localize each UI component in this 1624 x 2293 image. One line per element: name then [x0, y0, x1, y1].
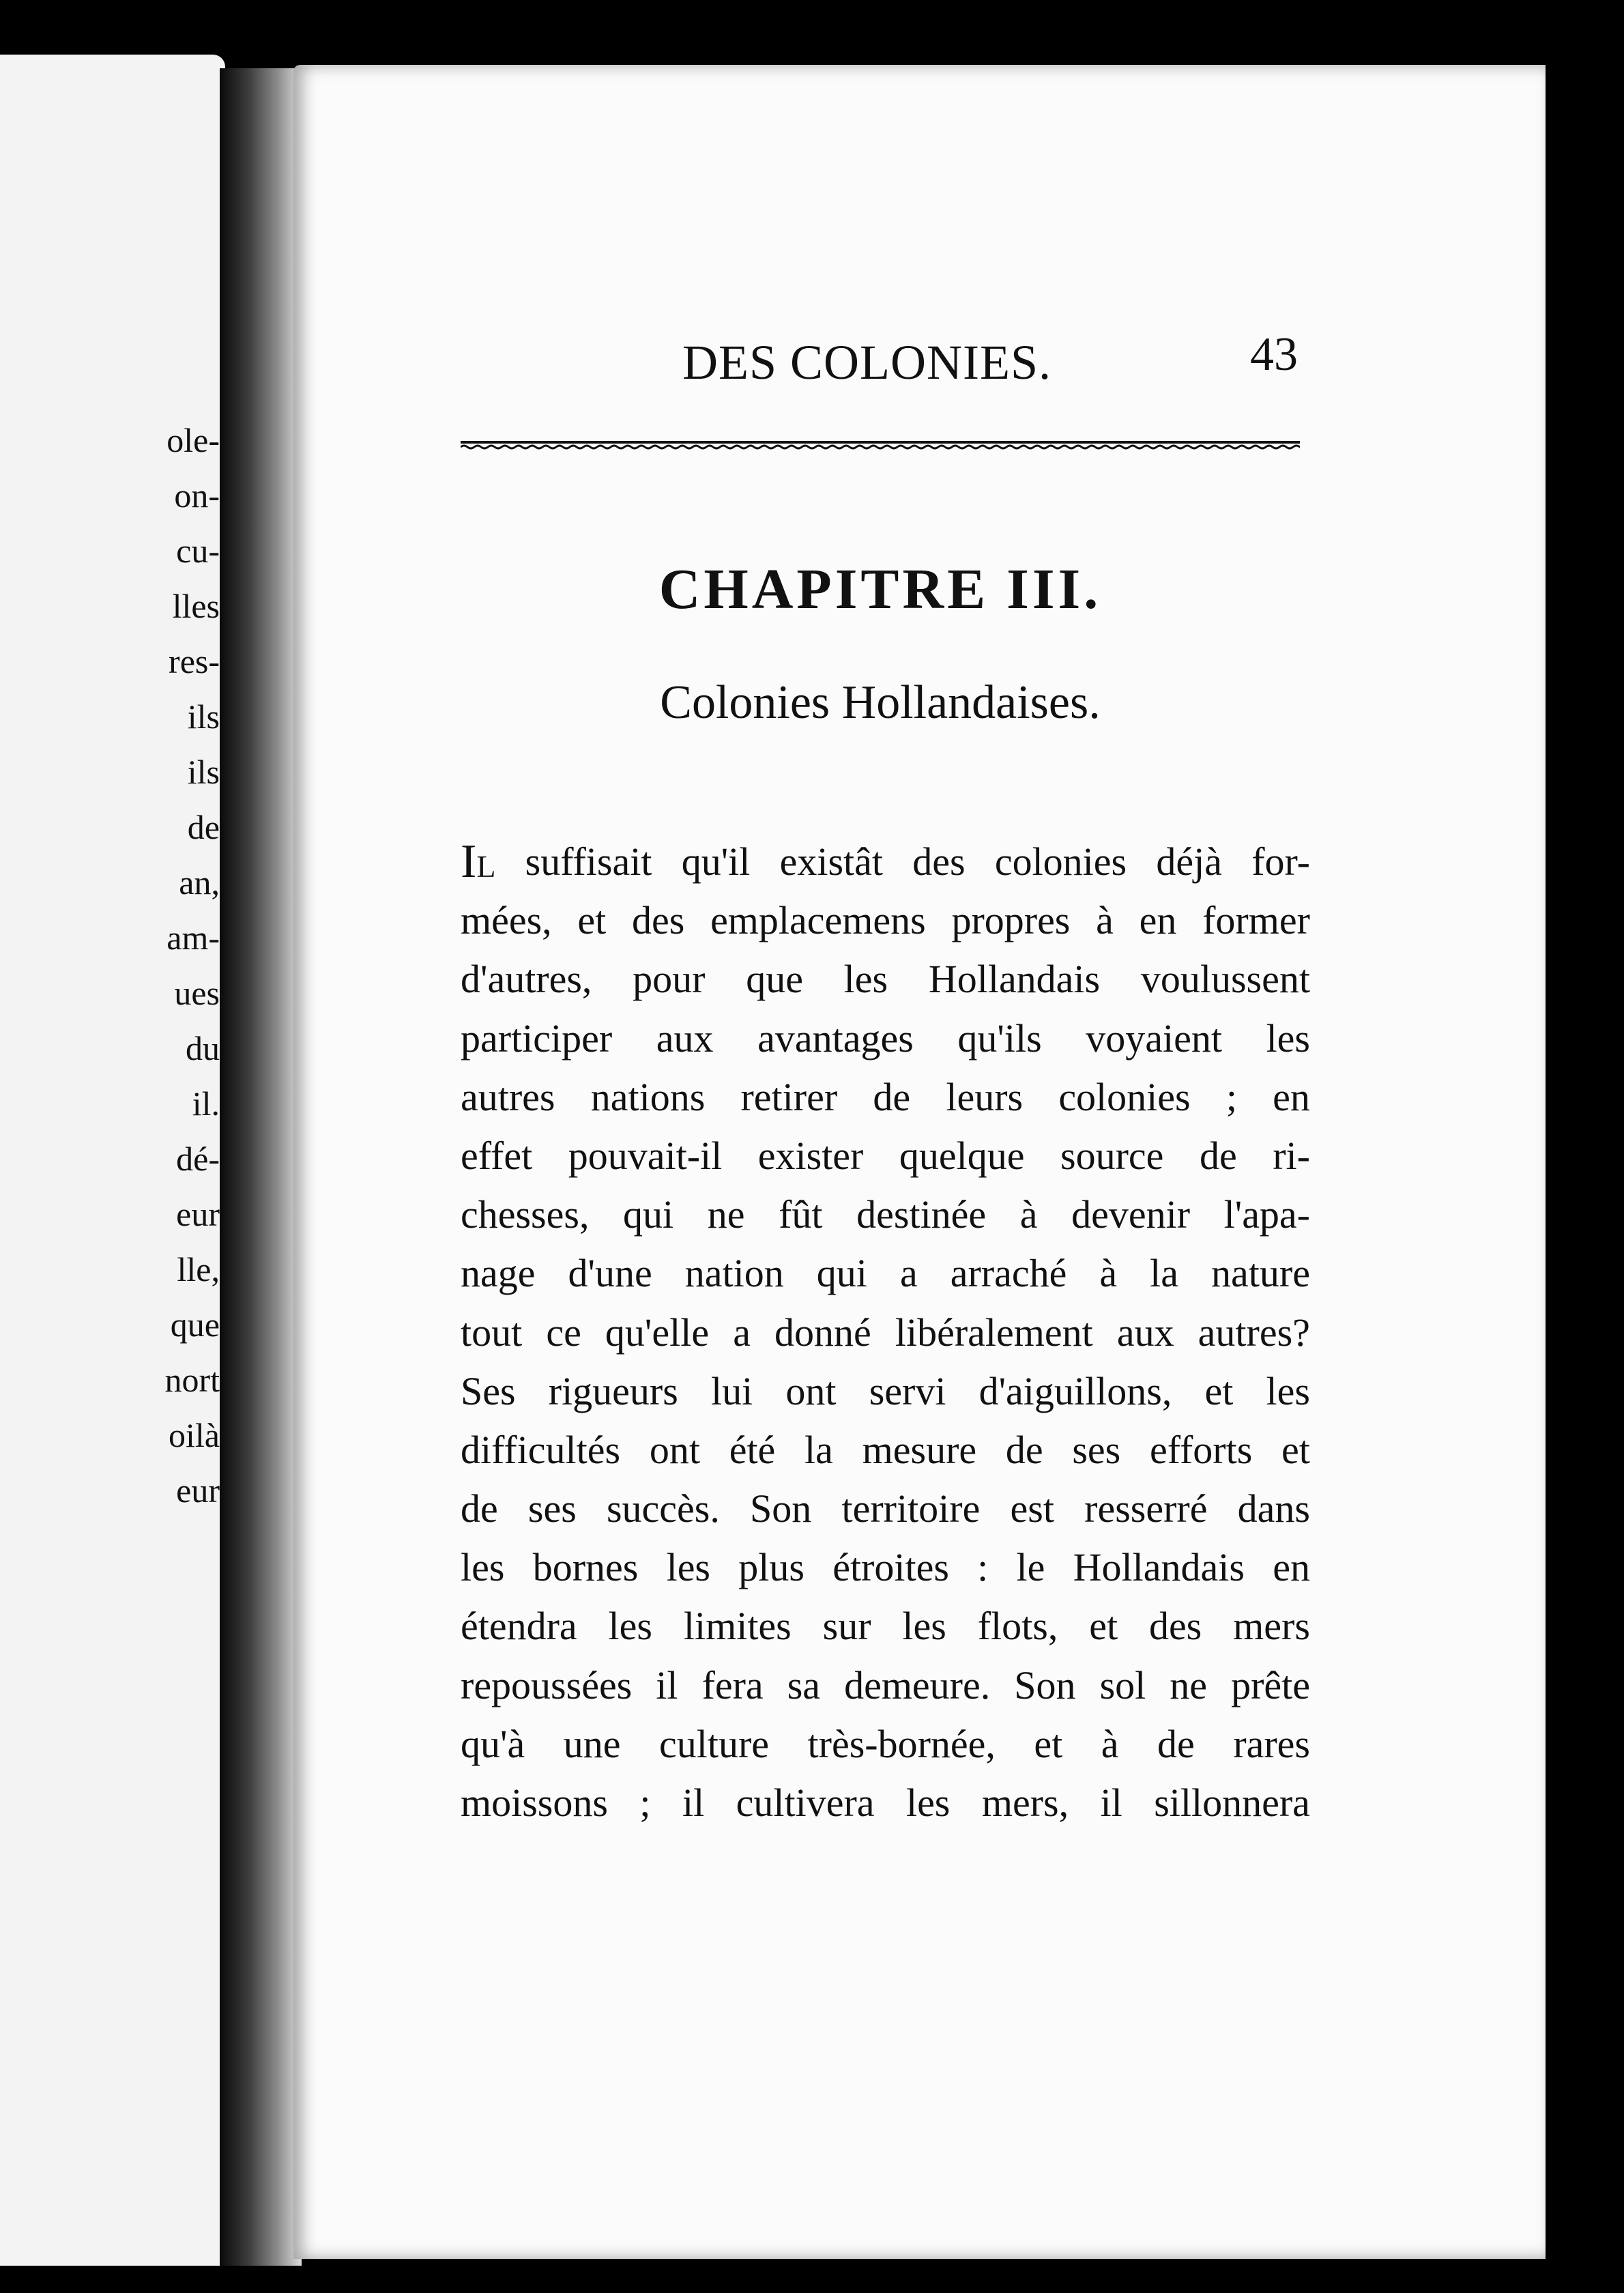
running-title: DES COLONIES.	[682, 335, 1052, 390]
text-line: autres nations retirer de leurs colonies ; en	[461, 1074, 1310, 1119]
text-line: effet pouvait-il exister quelque source de ri-	[461, 1133, 1310, 1178]
text-line: Ses rigueurs lui ont servi d'aiguillons, et les	[461, 1368, 1310, 1413]
left-page-fragment: ils	[187, 697, 220, 736]
body-text	[461, 833, 1310, 1832]
left-page-fragment: lles	[172, 587, 220, 625]
left-page-fragment: nort	[164, 1361, 220, 1399]
left-page-fragment: ils	[187, 753, 220, 791]
header-rule	[461, 437, 1300, 450]
previous-page	[0, 55, 225, 2266]
text-line: moissons ; il cultivera les mers, il sillonnera	[461, 1780, 1310, 1825]
left-page-fragment: de	[187, 808, 220, 846]
book-gutter	[220, 68, 302, 2266]
text-line: étendra les limites sur les flots, et des mers	[461, 1604, 1310, 1649]
left-page-fragment: lle,	[177, 1250, 220, 1288]
text-line: difficultés ont été la mesure de ses efforts et	[461, 1427, 1310, 1472]
text-line: participer aux avantages qu'ils voyaient les	[461, 1015, 1310, 1061]
left-page-fragment: res-	[169, 642, 220, 680]
left-page-fragment: eur	[176, 1195, 220, 1233]
text-line: chesses, qui ne fût destinée à devenir l'apa-	[461, 1192, 1310, 1237]
left-page-fragment: dé-	[176, 1140, 220, 1178]
text-line: d'autres, pour que les Hollandais voulussent	[461, 957, 1310, 1002]
left-page-fragment: du	[186, 1029, 220, 1067]
left-page-fragment: cu-	[176, 532, 220, 570]
page-number: 43	[1250, 328, 1298, 381]
chapter-subtitle: Colonies Hollandaises.	[660, 676, 1101, 729]
text-line: les bornes les plus étroites : le Hollandais en	[461, 1545, 1310, 1590]
left-page-fragment: oilà	[169, 1416, 220, 1454]
left-page-fragment: eur	[176, 1471, 220, 1510]
text-line: mées, et des emplacemens propres à en former	[461, 898, 1310, 943]
text-line: qu'à une culture très-bornée, et à de rares	[461, 1721, 1310, 1766]
text-line: IL suffisait qu'il existât des colonies déjà for-	[461, 835, 1310, 888]
left-page-fragment: ole-	[166, 421, 220, 459]
left-page-fragment: an,	[179, 863, 220, 902]
left-page-fragment: on-	[174, 476, 220, 515]
text-line: de ses succès. Son territoire est resserré dans	[461, 1486, 1310, 1531]
text-line: nage d'une nation qui a arraché à la nature	[461, 1251, 1310, 1296]
text-line: tout ce qu'elle a donné libéralement aux autres?	[461, 1310, 1310, 1355]
left-page-fragment: il.	[192, 1084, 220, 1123]
chapter-heading: CHAPITRE III.	[658, 558, 1102, 621]
left-page-fragment: que	[170, 1306, 220, 1344]
left-page-fragment: am-	[166, 919, 220, 957]
left-page-fragment: ues	[174, 974, 220, 1012]
text-line: repoussées il fera sa demeure. Son sol ne prête	[461, 1662, 1310, 1707]
